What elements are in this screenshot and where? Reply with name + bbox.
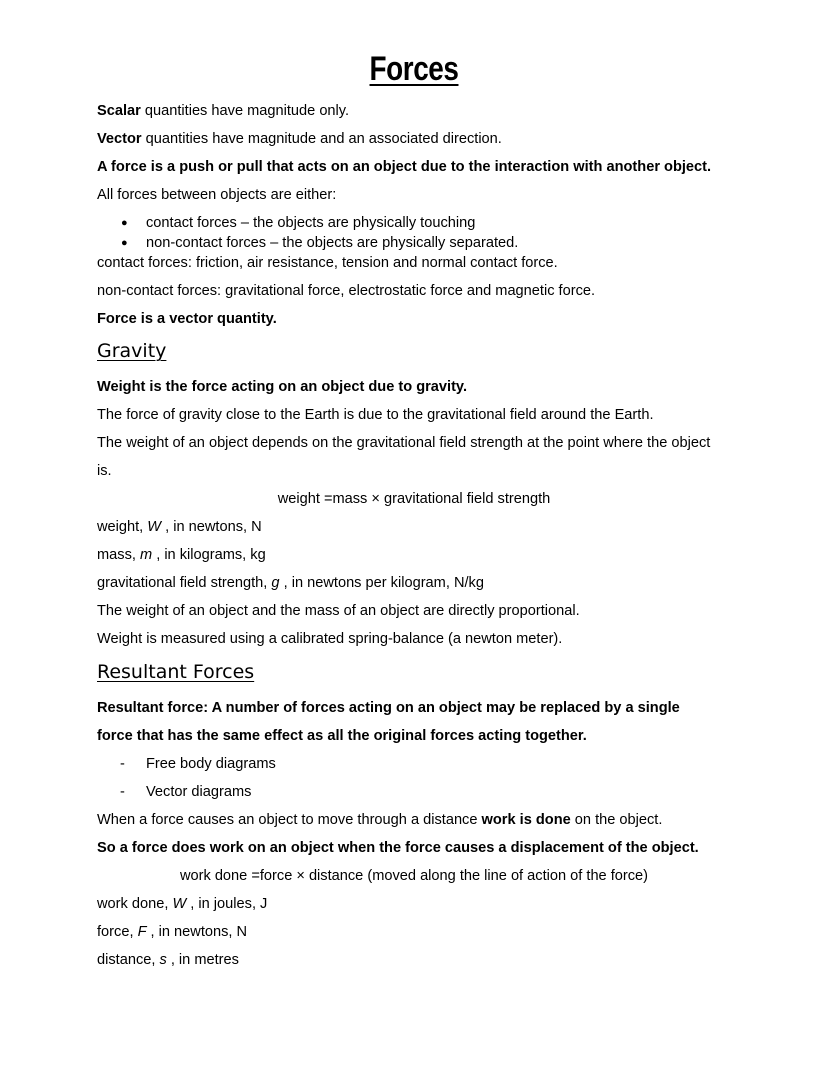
force-vector-line: Force is a vector quantity. — [97, 311, 277, 327]
weight-depends-line-cont: is. — [97, 463, 112, 479]
list-item: non-contact forces – the objects are physically separated. — [146, 235, 519, 251]
gravity-field-line: The force of gravity close to the Earth is due to the gravitational field around the Earth. — [97, 407, 654, 423]
proportional-line: The weight of an object and the mass of an object are directly proportional. — [97, 603, 580, 619]
page-title: Forces — [369, 50, 459, 88]
scalar-line: Scalar quantities have magnitude only. — [97, 103, 350, 119]
list-item: Free body diagrams — [146, 756, 276, 772]
variable-weight: weight, W , in newtons, N — [97, 519, 262, 535]
gravity-heading: Gravity — [97, 340, 167, 362]
vector-line: Vector quantities have magnitude and an associated direction. — [97, 131, 502, 147]
variable-force: force, F , in newtons, N — [97, 924, 248, 940]
noncontact-examples: non-contact forces: gravitational force, electrostatic force and magnetic force. — [97, 283, 596, 299]
all-forces-line: All forces between objects are either: — [97, 187, 337, 203]
force-definition: A force is a push or pull that acts on an object due to the interaction with another object. — [97, 159, 712, 175]
resultant-definition-cont: force that has the same effect as all the original forces acting together. — [97, 728, 587, 744]
work-definition: So a force does work on an object when the force causes a displacement of the object. — [97, 840, 699, 856]
variable-field-strength: gravitational field strength, g , in newtons per kilogram, N/kg — [97, 575, 484, 591]
contact-examples: contact forces: friction, air resistance, tension and normal contact force. — [97, 255, 558, 271]
weight-depends-line: The weight of an object depends on the gravitational field strength at the point where the object — [97, 435, 711, 451]
bullet-icon: ● — [121, 217, 128, 229]
resultant-forces-heading: Resultant Forces — [97, 661, 255, 683]
resultant-definition: Resultant force: A number of forces acting on an object may be replaced by a single — [97, 700, 680, 716]
weight-definition: Weight is the force acting on an object due to gravity. — [97, 379, 468, 395]
list-item: Vector diagrams — [146, 784, 252, 800]
list-item: contact forces – the objects are physically touching — [146, 215, 476, 231]
work-done-line: When a force causes an object to move through a distance work is done on the object. — [97, 812, 663, 828]
weight-equation: weight =mass × gravitational field strength — [277, 491, 551, 507]
work-equation: work done =force × distance (moved along the line of action of the force) — [179, 868, 649, 884]
variable-distance: distance, s , in metres — [97, 952, 239, 968]
dash-icon: - — [120, 756, 125, 772]
bullet-icon: ● — [121, 237, 128, 249]
measured-line: Weight is measured using a calibrated spring-balance (a newton meter). — [97, 631, 563, 647]
variable-work: work done, W , in joules, J — [97, 896, 268, 912]
dash-icon: - — [120, 784, 125, 800]
variable-mass: mass, m , in kilograms, kg — [97, 547, 266, 563]
